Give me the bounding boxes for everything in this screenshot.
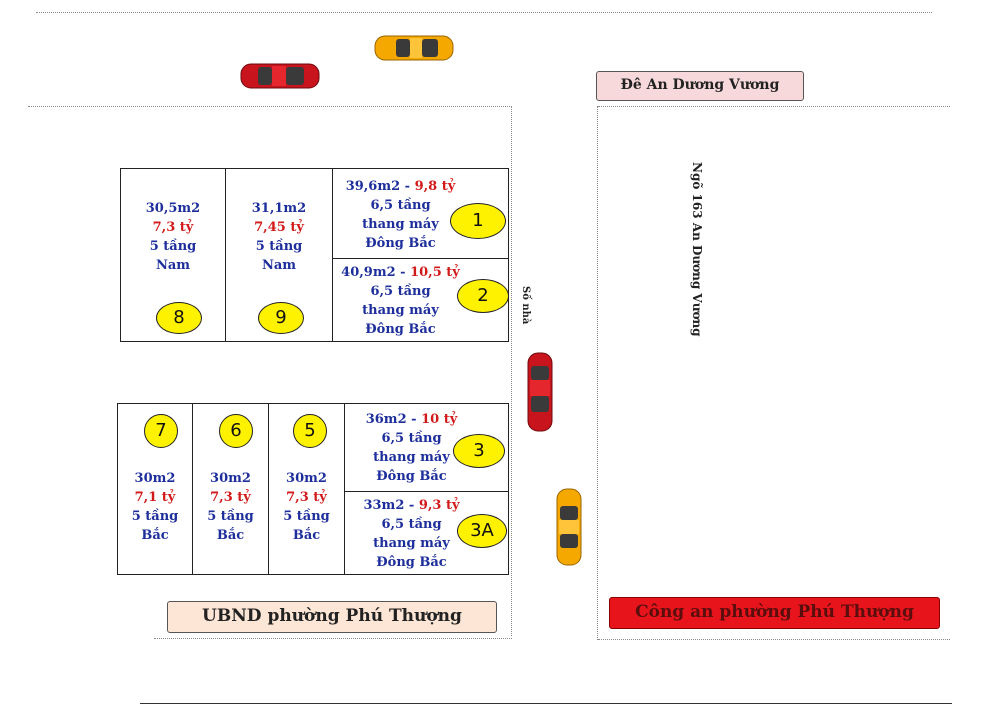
lot-8[interactable] (120, 168, 226, 342)
lot-direction: Đông Bắc (365, 322, 436, 337)
lot-price: 9,8 tỷ (414, 179, 456, 194)
lot-lift: thang máy (373, 536, 450, 551)
lot-direction: Nam (261, 258, 297, 273)
lot-6[interactable] (192, 403, 269, 575)
top-road-label: Đê An Dương Vương (596, 71, 804, 101)
orange-car-icon (374, 33, 454, 63)
lot-separator: - (400, 179, 415, 194)
bottom-edge (598, 639, 950, 640)
lot-area: 30,5m2 (145, 201, 201, 216)
lot-price: 7,1 tỷ (134, 490, 176, 505)
lot-price: 10,5 tỷ (410, 265, 460, 280)
lot-direction: Đông Bắc (376, 555, 447, 570)
lot-separator: - (406, 412, 422, 427)
lot-number-badge: 8 (156, 302, 202, 334)
lot-2[interactable] (332, 258, 509, 342)
bottom-border-line (140, 703, 952, 704)
lot-price: 7,3 tỷ (286, 490, 327, 505)
lot-price: 9,3 tỷ (418, 498, 460, 513)
red-car-icon (240, 61, 320, 91)
lot-lift: thang máy (362, 217, 439, 232)
lot-number-badge: 3A (457, 514, 507, 548)
lot-price: 7,3 tỷ (152, 220, 194, 235)
lot-floors: 6,5 tầng (381, 431, 442, 446)
lot-1[interactable] (332, 168, 509, 259)
lot-lift: thang máy (362, 303, 439, 318)
lot-floors: 5 tầng (149, 239, 197, 254)
lot-floors: 6,5 tầng (370, 284, 431, 299)
lot-floors: 5 tầng (131, 509, 179, 524)
bottom-edge (154, 638, 512, 639)
lot-3[interactable] (344, 403, 509, 492)
alley-edge (511, 106, 512, 636)
lot-separator: - (395, 265, 411, 280)
police-station-label: Công an phường Phú Thượng (609, 597, 940, 629)
lot-number-badge: 3 (453, 434, 505, 468)
lot-floors: 5 tầng (283, 509, 330, 524)
lot-number-badge: 2 (457, 279, 509, 313)
lot-price: 7,45 tỷ (254, 220, 304, 235)
lot-number-badge: 5 (293, 414, 327, 448)
lot-area: 36m2 (365, 412, 407, 427)
lot-number-badge: 7 (144, 414, 178, 448)
lot-area: 39,6m2 (345, 179, 401, 194)
lot-floors: 6,5 tầng (381, 517, 442, 532)
alley-edge (597, 106, 598, 640)
lot-separator: - (404, 498, 419, 513)
red-car-icon (526, 352, 554, 432)
lot-3A[interactable] (344, 491, 509, 575)
lot-area: 40,9m2 (341, 265, 396, 280)
lot-number-badge: 6 (219, 414, 253, 448)
lot-area: 30m2 (286, 471, 327, 486)
ubnd-label: UBND phường Phú Thượng (167, 601, 497, 633)
lot-direction: Đông Bắc (376, 469, 447, 484)
lot-area: 31,1m2 (251, 201, 307, 216)
house-number-label: Số nhà (520, 286, 531, 325)
lot-direction: Bắc (292, 528, 321, 543)
lot-floors: 5 tầng (255, 239, 303, 254)
lot-lift: thang máy (373, 450, 450, 465)
lot-number-badge: 1 (450, 203, 506, 239)
lot-floors: 6,5 tầng (370, 198, 431, 213)
lot-area: 33m2 (363, 498, 405, 513)
lot-direction: Đông Bắc (365, 236, 436, 251)
lot-floors: 5 tầng (207, 509, 254, 524)
top-road-edge (36, 12, 932, 13)
lot-area: 30m2 (210, 471, 251, 486)
alley-label: Ngõ 163 An Dương Vương (690, 162, 704, 337)
lot-direction: Nam (155, 258, 191, 273)
lot-number-badge: 9 (258, 302, 304, 334)
orange-car-icon (555, 488, 583, 566)
lot-area: 30m2 (134, 471, 176, 486)
lot-price: 10 tỷ (421, 412, 458, 427)
top-road-edge (598, 106, 950, 107)
lot-7[interactable] (117, 403, 193, 575)
lot-direction: Bắc (216, 528, 245, 543)
lot-direction: Bắc (141, 528, 169, 543)
lot-price: 7,3 tỷ (210, 490, 251, 505)
top-road-edge (28, 106, 512, 107)
